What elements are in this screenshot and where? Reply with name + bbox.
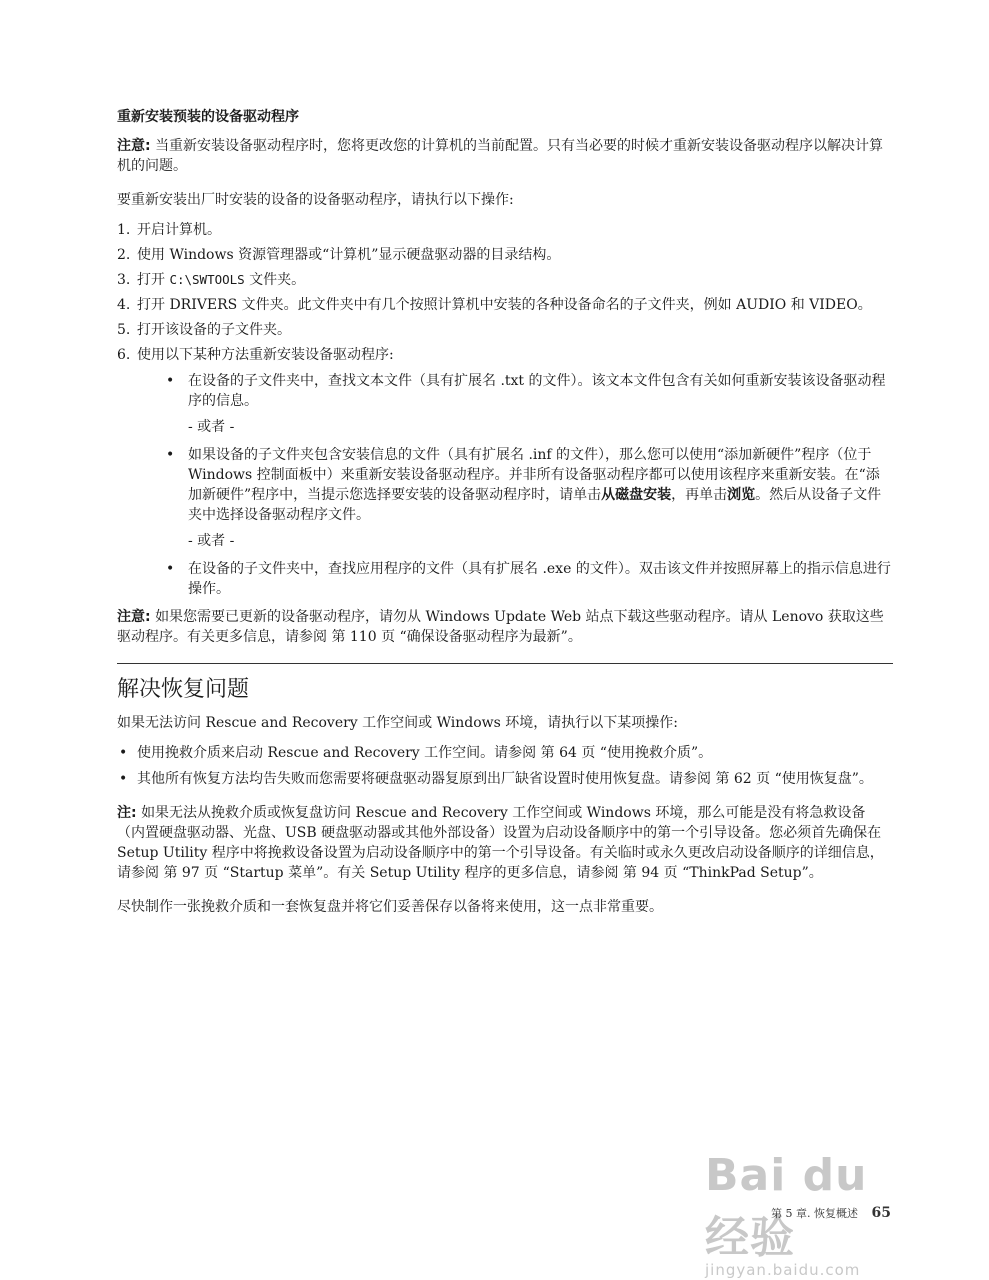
section-divider — [117, 663, 893, 664]
list-item: • 如果设备的子文件夹包含安装信息的文件（具有扩展名 .inf 的文件），那么您可以使用“添加新硬件”程序（位于 Windows 控制面板中）来重新安装设备驱动程序。并非所有设备驱动程序都可以使用该程序来重新安装。在“添加新硬件”程序中，当提示您选择要安装的设备驱动程序时，请单击从磁盘安装，再单击浏览。然后从设备子文件夹中选择设备驱动程序文件。 — [164, 445, 893, 525]
note-label: 注: — [117, 805, 137, 821]
steps-list — [117, 220, 893, 599]
note-label: 注意: — [117, 609, 151, 625]
list-item: • 其他所有恢复方法均告失败而您需要将硬盘驱动器复原到出厂缺省设置时使用恢复盘。请参阅 第 62 页 “使用恢复盘”。 — [117, 769, 893, 789]
method-list — [137, 445, 893, 525]
section-heading: 重新安装预装的设备驱动程序 — [117, 109, 299, 125]
page-footer — [771, 1205, 891, 1221]
list-item: • 在设备的子文件夹中，查找文本文件（具有扩展名 .txt 的文件）。该文本文件包含有关如何重新安装该设备驱动程序的信息。 — [164, 371, 893, 411]
note-text: 如果您需要已更新的设备驱动程序，请勿从 Windows Update Web 站点下载这些驱动程序。请从 Lenovo 获取这些驱动程序。有关更多信息，请参阅 第 110 页 “确保设备驱动程序为最新”。 — [117, 609, 884, 645]
document-page — [117, 100, 893, 927]
note-paragraph — [117, 607, 893, 647]
section-title: 解决恢复问题 — [117, 677, 250, 702]
method-list — [137, 559, 893, 599]
method-list — [137, 371, 893, 411]
note-text: 当重新安装设备驱动程序时，您将更改您的计算机的当前配置。只有当必要的时候才重新安装设备驱动程序以解决计算机的问题。 — [117, 138, 884, 174]
list-item: 6. 使用以下某种方法重新安装设备驱动程序: • 在设备的子文件夹中，查找文本文件（具有扩展名 .txt 的文件）。该文本文件包含有关如何重新安装该设备驱动程序的信息。 - 或者 - • 如果设备的子文件夹包含安装信息的文件（具有扩展名 .inf 的文件），那么您可以使用“添加新硬件”程序（位于 Windows 控制面板中）来重新安装设备驱动程序。并非所有设备驱动程序都可以使用该程序来重新安装。在“添加新硬件”程序中，当提示您选择要安装的设备驱动程序时，请单击从磁盘安装，再单击浏览。然后从设备子文件夹中选择设备驱动程序文件。 - 或者 - • 在设备的子文件夹中，查找应用程序的文件（具有扩展名 .exe 的文件）。双击该文件并按照屏幕上的指示信息进行操作。 — [117, 345, 893, 599]
page-number: 65 — [871, 1205, 891, 1221]
or-separator: - 或者 - — [188, 419, 235, 435]
intro-paragraph: 如果无法访问 Rescue and Recovery 工作空间或 Windows 环境，请执行以下某项操作: — [117, 715, 678, 731]
list-item: 2. 使用 Windows 资源管理器或“计算机”显示硬盘驱动器的目录结构。 — [117, 247, 561, 263]
options-list — [117, 743, 893, 789]
list-item: 5. 打开该设备的子文件夹。 — [117, 322, 291, 338]
note-label: 注意: — [117, 138, 151, 154]
note-text: 如果无法从挽救介质或恢复盘访问 Rescue and Recovery 工作空间或 Windows 环境，那么可能是没有将急救设备（内置硬盘驱动器、光盘、USB 硬盘驱动器或其他外部设备）设置为启动设备顺序中的第一个引导设备。您必须首先确保在 Setup Utility 程序中将挽救设备设置为启动设备顺序中的第一个引导设备。有关临时或永久更改启动设备顺序的详细信息，请参阅 第 97 页 “Startup 菜单”。有关 Setup Utility 程序的更多信息，请参阅 第 94 页 “ThinkPad Setup”。 — [117, 805, 884, 881]
list-item: 3. 打开 C:\SWTOOLS 文件夹。 — [117, 272, 306, 288]
closing-paragraph: 尽快制作一张挽救介质和一套恢复盘并将它们妥善保存以备将来使用，这一点非常重要。 — [117, 899, 663, 915]
watermark-main: Bai du 经验 — [705, 1150, 868, 1263]
watermark-url: jingyan.baidu.com — [705, 1261, 861, 1279]
chapter-label: 第 5 章. 恢复概述 — [771, 1207, 859, 1220]
list-item: 1. 开启计算机。 — [117, 222, 221, 238]
list-item: 4. 打开 DRIVERS 文件夹。此文件夹中有几个按照计算机中安装的各种设备命名的子文件夹，例如 AUDIO 和 VIDEO。 — [117, 297, 872, 313]
list-item: • 在设备的子文件夹中，查找应用程序的文件（具有扩展名 .exe 的文件）。双击该文件并按照屏幕上的指示信息进行操作。 — [164, 559, 893, 599]
note-paragraph — [117, 136, 893, 176]
watermark-logo — [705, 1150, 895, 1279]
note-paragraph — [117, 803, 893, 883]
list-item: • 使用挽救介质来启动 Rescue and Recovery 工作空间。请参阅 第 64 页 “使用挽救介质”。 — [117, 743, 893, 763]
or-separator: - 或者 - — [188, 533, 235, 549]
intro-paragraph: 要重新安装出厂时安装的设备的设备驱动程序，请执行以下操作: — [117, 192, 514, 208]
path-code: C:\SWTOOLS — [169, 272, 245, 287]
